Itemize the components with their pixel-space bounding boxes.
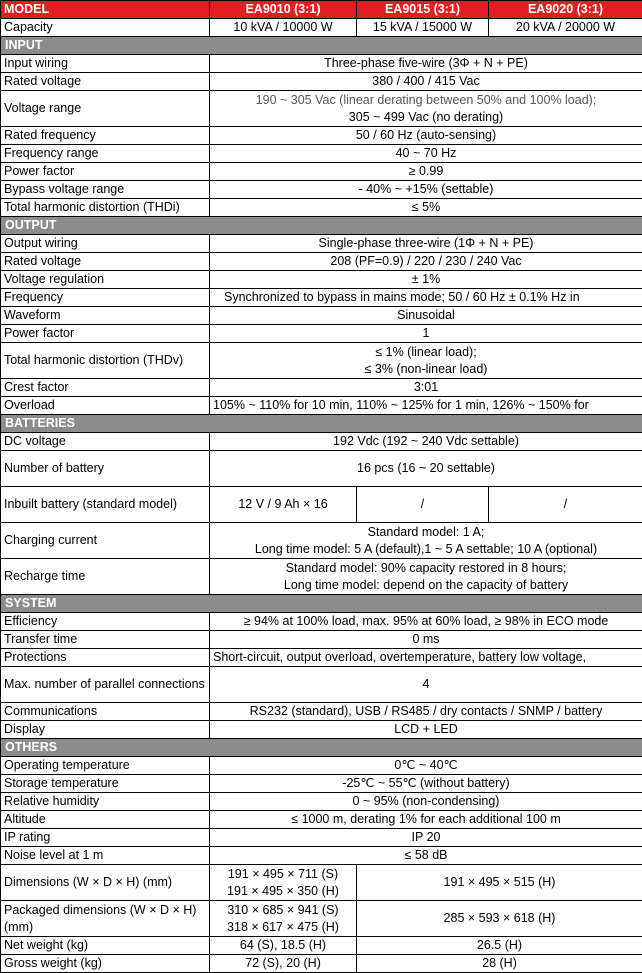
row-label: Waveform bbox=[1, 307, 210, 325]
table-row bbox=[1, 343, 642, 379]
row-value: ≤ 58 dB bbox=[210, 847, 642, 865]
row-label: Input wiring bbox=[1, 55, 210, 73]
row-label: Power factor bbox=[1, 325, 210, 343]
table-row bbox=[1, 487, 642, 523]
row-value: ± 1% bbox=[210, 271, 642, 289]
row-label: Gross weight (kg) bbox=[1, 955, 210, 973]
packaged-ea9010 bbox=[210, 901, 357, 937]
row-label: Inbuilt battery (standard model) bbox=[1, 487, 210, 523]
section-batteries bbox=[1, 415, 642, 433]
table-row bbox=[1, 847, 642, 865]
row-value: Three-phase five-wire (3Φ + N + PE) bbox=[210, 55, 642, 73]
section-output bbox=[1, 217, 642, 235]
row-label: Overload bbox=[1, 397, 210, 415]
row-label: Storage temperature bbox=[1, 775, 210, 793]
value-line: Standard model: 1 A; bbox=[367, 524, 485, 539]
row-label: Display bbox=[1, 721, 210, 739]
row-value: 1 bbox=[210, 325, 642, 343]
table-row bbox=[1, 865, 642, 901]
row-label: Dimensions (W × D × H) (mm) bbox=[1, 865, 210, 901]
section-others bbox=[1, 739, 642, 757]
table-row bbox=[1, 145, 642, 163]
table-row bbox=[1, 559, 642, 595]
row-label: Frequency range bbox=[1, 145, 210, 163]
value-line: 318 × 617 × 475 (H) bbox=[227, 919, 339, 934]
header-row bbox=[1, 1, 642, 19]
model-ea9020: EA9020 (3:1) bbox=[489, 1, 642, 19]
row-label: Power factor bbox=[1, 163, 210, 181]
value-line: 305 ~ 499 Vac (no derating) bbox=[348, 109, 504, 124]
row-label: Operating temperature bbox=[1, 757, 210, 775]
row-label: IP rating bbox=[1, 829, 210, 847]
row-label: Packaged dimensions (W × D × H) (mm) bbox=[1, 901, 210, 937]
table-row bbox=[1, 433, 642, 451]
row-value: 380 / 400 / 415 Vac bbox=[210, 73, 642, 91]
table-row bbox=[1, 667, 642, 703]
table-row bbox=[1, 91, 642, 127]
dimensions-ea9010 bbox=[210, 865, 357, 901]
table-row bbox=[1, 901, 642, 937]
inbuilt-ea9020: / bbox=[489, 487, 642, 523]
table-row bbox=[1, 649, 642, 667]
inbuilt-ea9015: / bbox=[357, 487, 489, 523]
row-label: Voltage regulation bbox=[1, 271, 210, 289]
row-value: IP 20 bbox=[210, 829, 642, 847]
table-row bbox=[1, 325, 642, 343]
row-label: Noise level at 1 m bbox=[1, 847, 210, 865]
value-line: ≤ 3% (non-linear load) bbox=[364, 361, 488, 376]
table-row bbox=[1, 127, 642, 145]
row-label: Altitude bbox=[1, 811, 210, 829]
row-label: Crest factor bbox=[1, 379, 210, 397]
row-label: Rated voltage bbox=[1, 73, 210, 91]
row-label: Total harmonic distortion (THDi) bbox=[1, 199, 210, 217]
row-value: Single-phase three-wire (1Φ + N + PE) bbox=[210, 235, 642, 253]
table-row bbox=[1, 289, 642, 307]
section-title: BATTERIES bbox=[1, 415, 642, 433]
net-weight-ea9010: 64 (S), 18.5 (H) bbox=[210, 937, 357, 955]
row-value: 50 / 60 Hz (auto-sensing) bbox=[210, 127, 642, 145]
gross-weight-ea9015-ea9020: 28 (H) bbox=[357, 955, 642, 973]
section-title: OUTPUT bbox=[1, 217, 642, 235]
row-value: 0 ms bbox=[210, 631, 642, 649]
row-label: DC voltage bbox=[1, 433, 210, 451]
row-value: 0 ~ 95% (non-condensing) bbox=[210, 793, 642, 811]
row-value: 208 (PF=0.9) / 220 / 230 / 240 Vac bbox=[210, 253, 642, 271]
row-value: 0℃ ~ 40℃ bbox=[210, 757, 642, 775]
row-value: 105% ~ 110% for 10 min, 110% ~ 125% for 1 min, 126% ~ 150% for bbox=[210, 397, 642, 415]
net-weight-ea9015-ea9020: 26.5 (H) bbox=[357, 937, 642, 955]
capacity-ea9020: 20 kVA / 20000 W bbox=[489, 19, 642, 37]
row-value: 3:01 bbox=[210, 379, 642, 397]
row-value: ≤ 1000 m, derating 1% for each additional 100 m bbox=[210, 811, 642, 829]
table-row-capacity bbox=[1, 19, 642, 37]
table-row bbox=[1, 757, 642, 775]
row-value bbox=[210, 343, 642, 379]
value-line: 191 × 495 × 350 (H) bbox=[227, 883, 339, 898]
table-row bbox=[1, 721, 642, 739]
capacity-ea9010: 10 kVA / 10000 W bbox=[210, 19, 357, 37]
table-row bbox=[1, 631, 642, 649]
packaged-ea9015-ea9020: 285 × 593 × 618 (H) bbox=[357, 901, 642, 937]
table-row bbox=[1, 397, 642, 415]
table-row bbox=[1, 253, 642, 271]
row-value: ≥ 94% at 100% load, max. 95% at 60% load, ≥ 98% in ECO mode bbox=[210, 613, 642, 631]
section-title: OTHERS bbox=[1, 739, 642, 757]
row-value: 192 Vdc (192 ~ 240 Vdc settable) bbox=[210, 433, 642, 451]
inbuilt-ea9010: 12 V / 9 Ah × 16 bbox=[210, 487, 357, 523]
row-value: 4 bbox=[210, 667, 642, 703]
table-row bbox=[1, 613, 642, 631]
table-row bbox=[1, 379, 642, 397]
row-value: Synchronized to bypass in mains mode; 50 / 60 Hz ± 0.1% Hz in bbox=[210, 289, 642, 307]
value-line: 310 × 685 × 941 (S) bbox=[227, 902, 339, 917]
row-label: Charging current bbox=[1, 523, 210, 559]
value-line: 191 × 495 × 711 (S) bbox=[227, 866, 339, 881]
model-ea9015: EA9015 (3:1) bbox=[357, 1, 489, 19]
table-row bbox=[1, 73, 642, 91]
row-label: Efficiency bbox=[1, 613, 210, 631]
gross-weight-ea9010: 72 (S), 20 (H) bbox=[210, 955, 357, 973]
row-value bbox=[210, 559, 642, 595]
row-value: ≥ 0.99 bbox=[210, 163, 642, 181]
row-label: Communications bbox=[1, 703, 210, 721]
row-label: Bypass voltage range bbox=[1, 181, 210, 199]
row-label: Net weight (kg) bbox=[1, 937, 210, 955]
capacity-ea9015: 15 kVA / 15000 W bbox=[357, 19, 489, 37]
row-value: LCD + LED bbox=[210, 721, 642, 739]
table-row bbox=[1, 775, 642, 793]
table-row bbox=[1, 199, 642, 217]
row-value: ≤ 5% bbox=[210, 199, 642, 217]
section-title: SYSTEM bbox=[1, 595, 642, 613]
table-row bbox=[1, 235, 642, 253]
value-line: ≤ 1% (linear load); bbox=[375, 344, 477, 359]
row-label: Rated frequency bbox=[1, 127, 210, 145]
model-ea9010: EA9010 (3:1) bbox=[210, 1, 357, 19]
table-row bbox=[1, 829, 642, 847]
value-line: Long time model: depend on the capacity of battery bbox=[283, 577, 569, 592]
section-input bbox=[1, 37, 642, 55]
row-label: Max. number of parallel connections bbox=[1, 667, 210, 703]
section-system bbox=[1, 595, 642, 613]
row-label: Relative humidity bbox=[1, 793, 210, 811]
table-row bbox=[1, 55, 642, 73]
row-value: Sinusoidal bbox=[210, 307, 642, 325]
row-value: - 40% ~ +15% (settable) bbox=[210, 181, 642, 199]
row-label: Capacity bbox=[1, 19, 210, 37]
table-row bbox=[1, 811, 642, 829]
row-label: Output wiring bbox=[1, 235, 210, 253]
table-row bbox=[1, 181, 642, 199]
table-row bbox=[1, 271, 642, 289]
row-value bbox=[210, 91, 642, 127]
row-value: RS232 (standard), USB / RS485 / dry contacts / SNMP / battery bbox=[210, 703, 642, 721]
table-row bbox=[1, 937, 642, 955]
row-value: 16 pcs (16 ~ 20 settable) bbox=[210, 451, 642, 487]
row-value: Short-circuit, output overload, overtemperature, battery low voltage, bbox=[210, 649, 642, 667]
row-label: Recharge time bbox=[1, 559, 210, 595]
row-label: Protections bbox=[1, 649, 210, 667]
table-row bbox=[1, 163, 642, 181]
table-row bbox=[1, 523, 642, 559]
row-label: Rated voltage bbox=[1, 253, 210, 271]
table-row bbox=[1, 955, 642, 973]
row-value bbox=[210, 523, 642, 559]
row-label: Total harmonic distortion (THDv) bbox=[1, 343, 210, 379]
row-label: Frequency bbox=[1, 289, 210, 307]
table-row bbox=[1, 307, 642, 325]
row-value: -25℃ ~ 55℃ (without battery) bbox=[210, 775, 642, 793]
table-row bbox=[1, 451, 642, 487]
value-line: Long time model: 5 A (default),1 ~ 5 A settable; 10 A (optional) bbox=[254, 541, 598, 556]
table-row bbox=[1, 703, 642, 721]
section-title: INPUT bbox=[1, 37, 642, 55]
row-value: 40 ~ 70 Hz bbox=[210, 145, 642, 163]
table-row bbox=[1, 793, 642, 811]
row-label: Voltage range bbox=[1, 91, 210, 127]
value-line: Standard model: 90% capacity restored in 8 hours; bbox=[285, 560, 567, 575]
model-label: MODEL bbox=[1, 1, 210, 19]
row-label: Transfer time bbox=[1, 631, 210, 649]
value-line: 190 ~ 305 Vac (linear derating between 50% and 100% load); bbox=[255, 92, 597, 107]
dimensions-ea9015-ea9020: 191 × 495 × 515 (H) bbox=[357, 865, 642, 901]
row-label: Number of battery bbox=[1, 451, 210, 487]
